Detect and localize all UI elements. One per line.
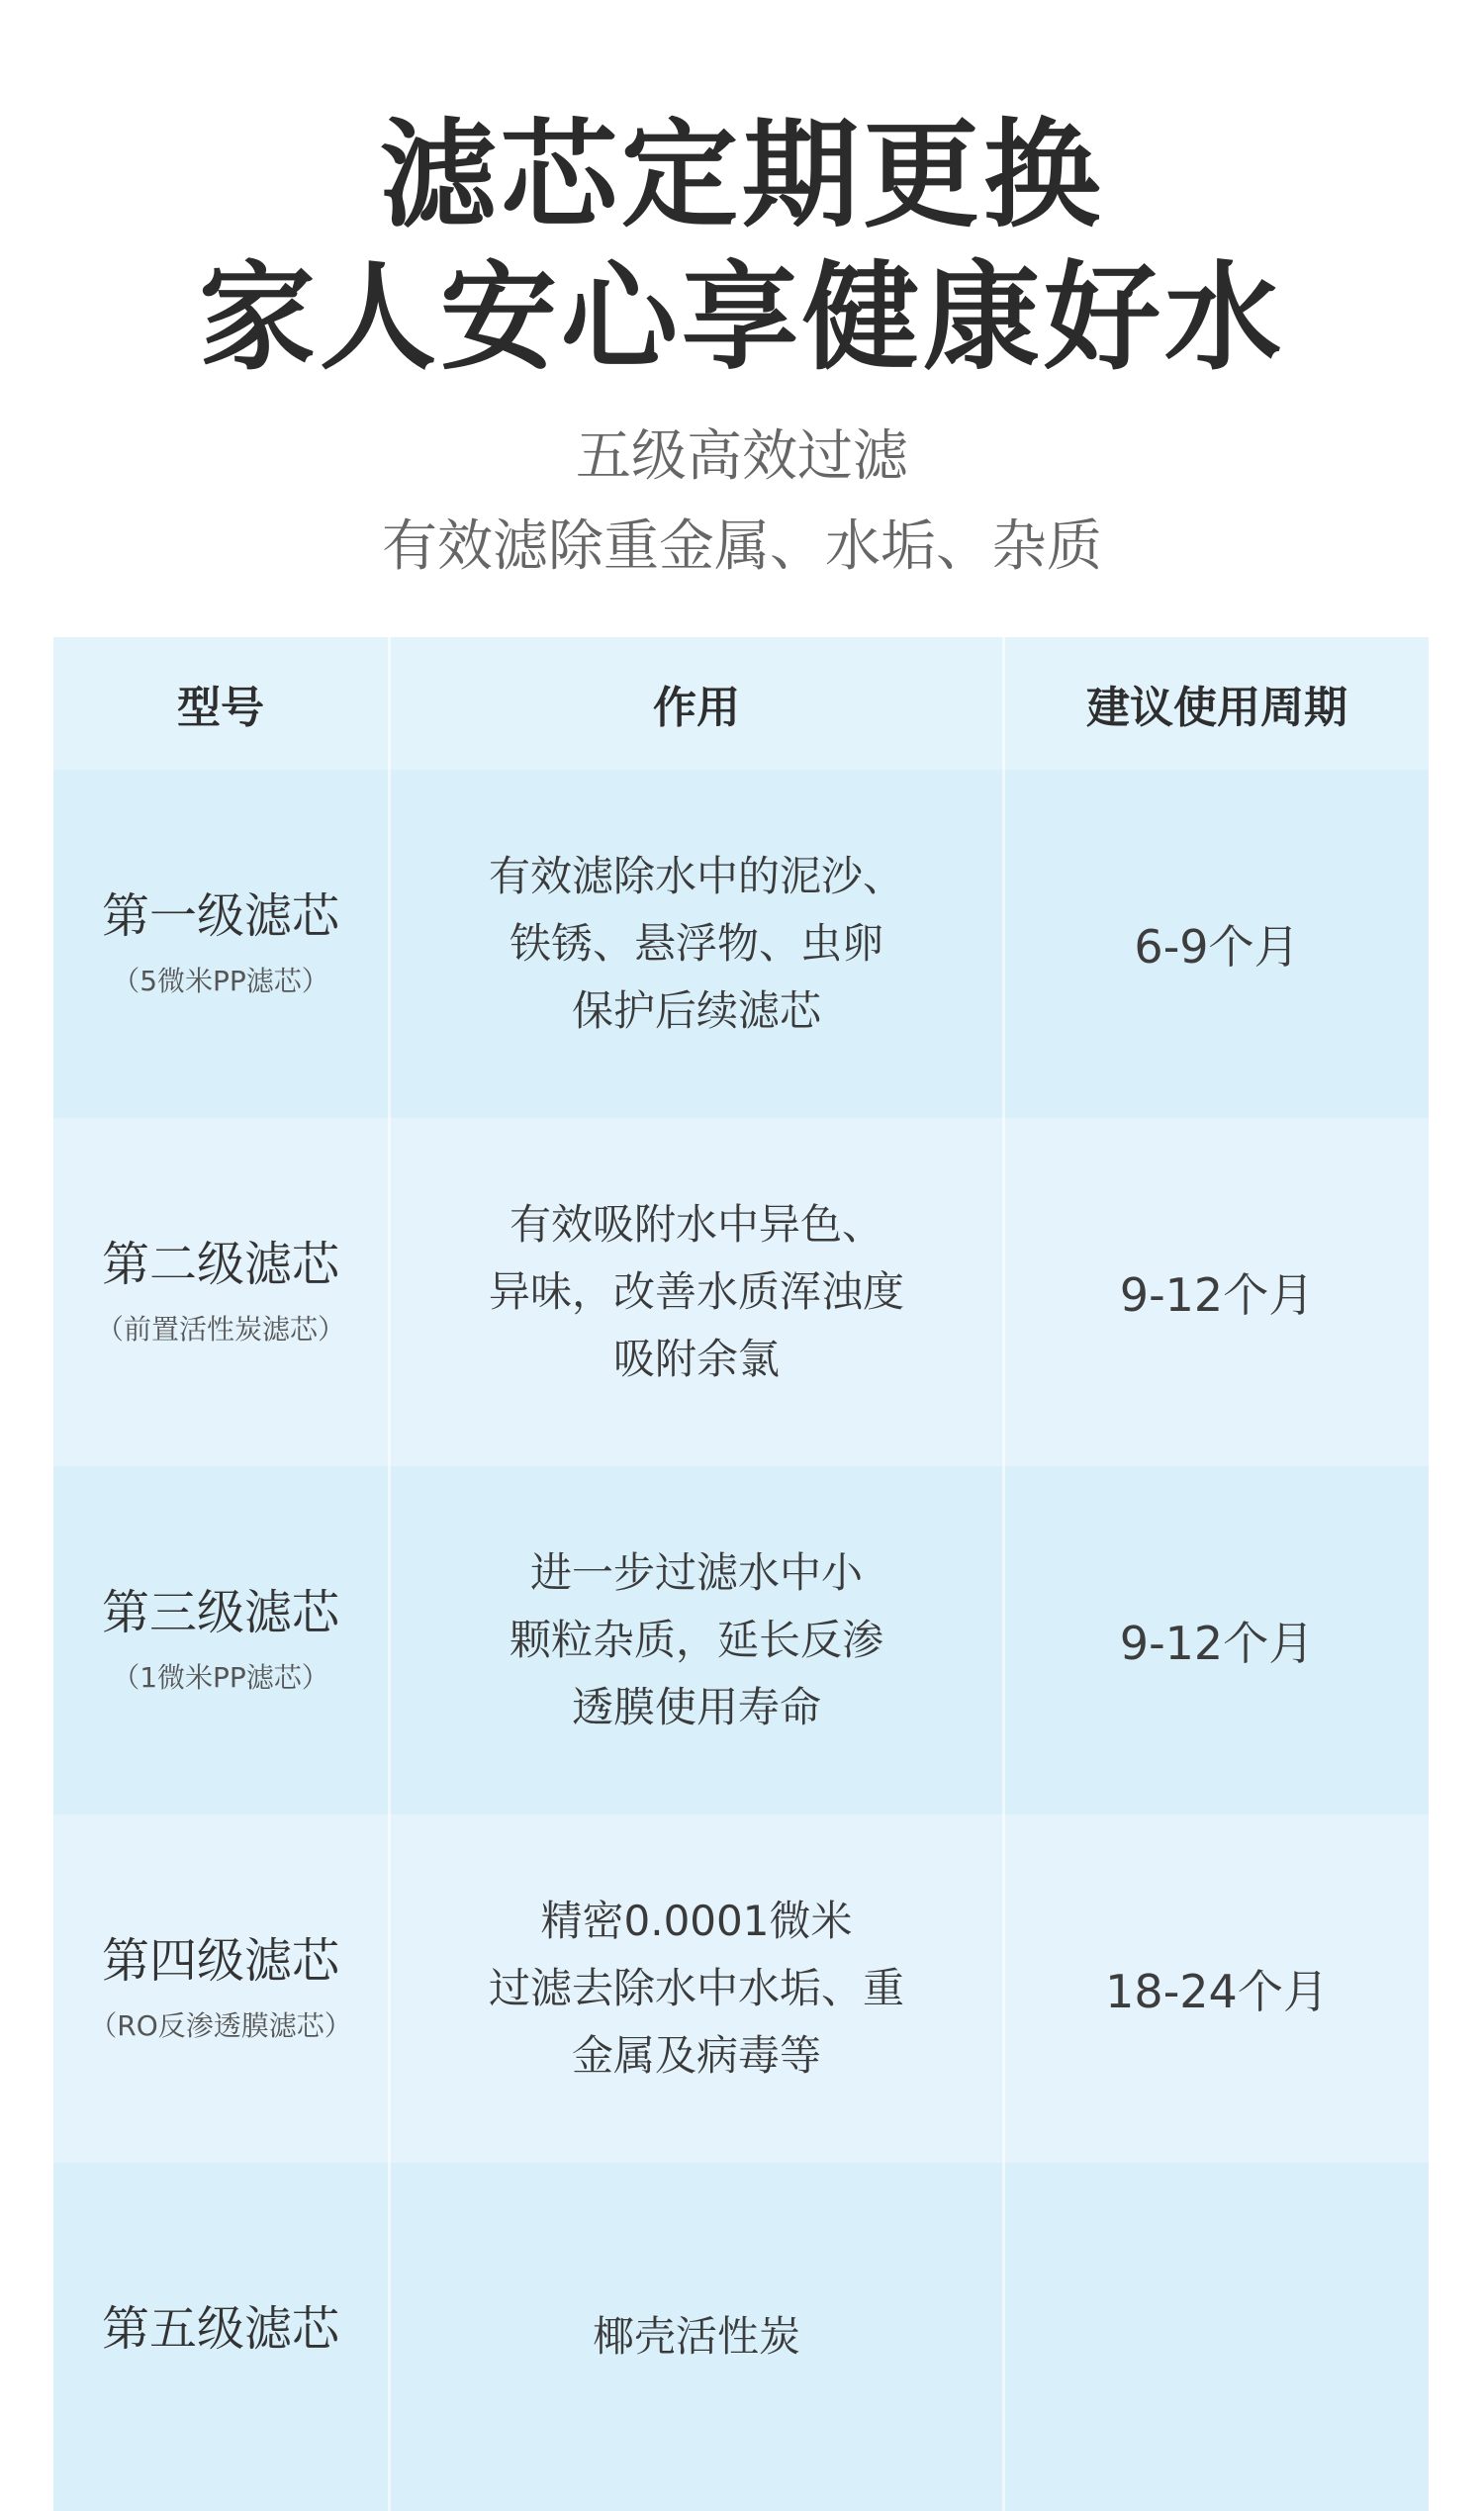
period-cell [1005,2163,1429,2511]
function-line: 颗粒杂质，延长反渗 [509,1616,883,1664]
model-name: 第二级滤芯 [101,1237,339,1293]
model-cell [53,1814,391,2163]
function-line: 精密0.0001微米 [540,1897,853,1945]
table-row [53,2163,1429,2511]
model-spec: （1微米PP滤芯） [112,1660,329,1694]
function-cell [391,1466,1005,1814]
model-spec: （5微米PP滤芯） [112,964,329,997]
model-name: 第五级滤芯 [101,2301,339,2358]
page-title-line1: 滤芯定期更换 [379,107,1104,243]
model-cell [53,770,391,1118]
column-header-model: 型号 [53,637,391,770]
period-cell: 18-24个月 [1105,1965,1329,2018]
period-cell: 9-12个月 [1119,1268,1315,1322]
model-cell [53,1466,391,1814]
function-cell [391,1118,1005,1466]
function-line: 异味，改善水质浑浊度 [488,1267,904,1316]
model-name: 第三级滤芯 [101,1585,339,1641]
column-header-function: 作用 [391,637,1005,770]
table-row [53,1814,1429,2163]
page-subtitle-line1: 五级高效过滤 [576,424,908,489]
function-line: 吸附余氯 [612,1335,780,1383]
filter-table [53,637,1429,2511]
function-cell [391,2163,1005,2511]
model-spec: （前置活性炭滤芯） [95,1312,345,1346]
function-cell [391,770,1005,1118]
function-line: 进一步过滤水中小 [529,1548,863,1597]
column-header-period: 建议使用周期 [1086,683,1347,733]
page-subtitle-line2: 有效滤除重金属、水垢、杂质 [382,514,1102,579]
model-name: 第四级滤芯 [101,1933,339,1990]
function-line: 铁锈、悬浮物、虫卵 [509,919,883,968]
function-line: 金属及病毒等 [571,2031,821,2080]
model-cell [53,2163,391,2511]
page-title-line2: 家人安心享健康好水 [198,249,1285,386]
function-line: 有效滤除水中的泥沙、 [488,852,904,900]
function-line: 过滤去除水中水垢、重 [488,1964,904,2012]
function-line: 椰壳活性炭 [592,2312,800,2361]
model-cell [53,1118,391,1466]
table-row [53,1118,1429,1466]
table-header-row [53,637,1429,770]
period-cell: 6-9个月 [1134,920,1300,974]
model-spec: （RO反渗透膜滤芯） [89,2008,352,2042]
table-row [53,770,1429,1118]
function-cell [391,1814,1005,2163]
function-line: 有效吸附水中异色、 [509,1200,883,1249]
function-line: 保护后续滤芯 [571,986,821,1035]
function-line: 透膜使用寿命 [571,1683,821,1731]
period-cell: 9-12个月 [1119,1617,1315,1670]
table-row [53,1466,1429,1814]
model-name: 第一级滤芯 [101,888,339,945]
